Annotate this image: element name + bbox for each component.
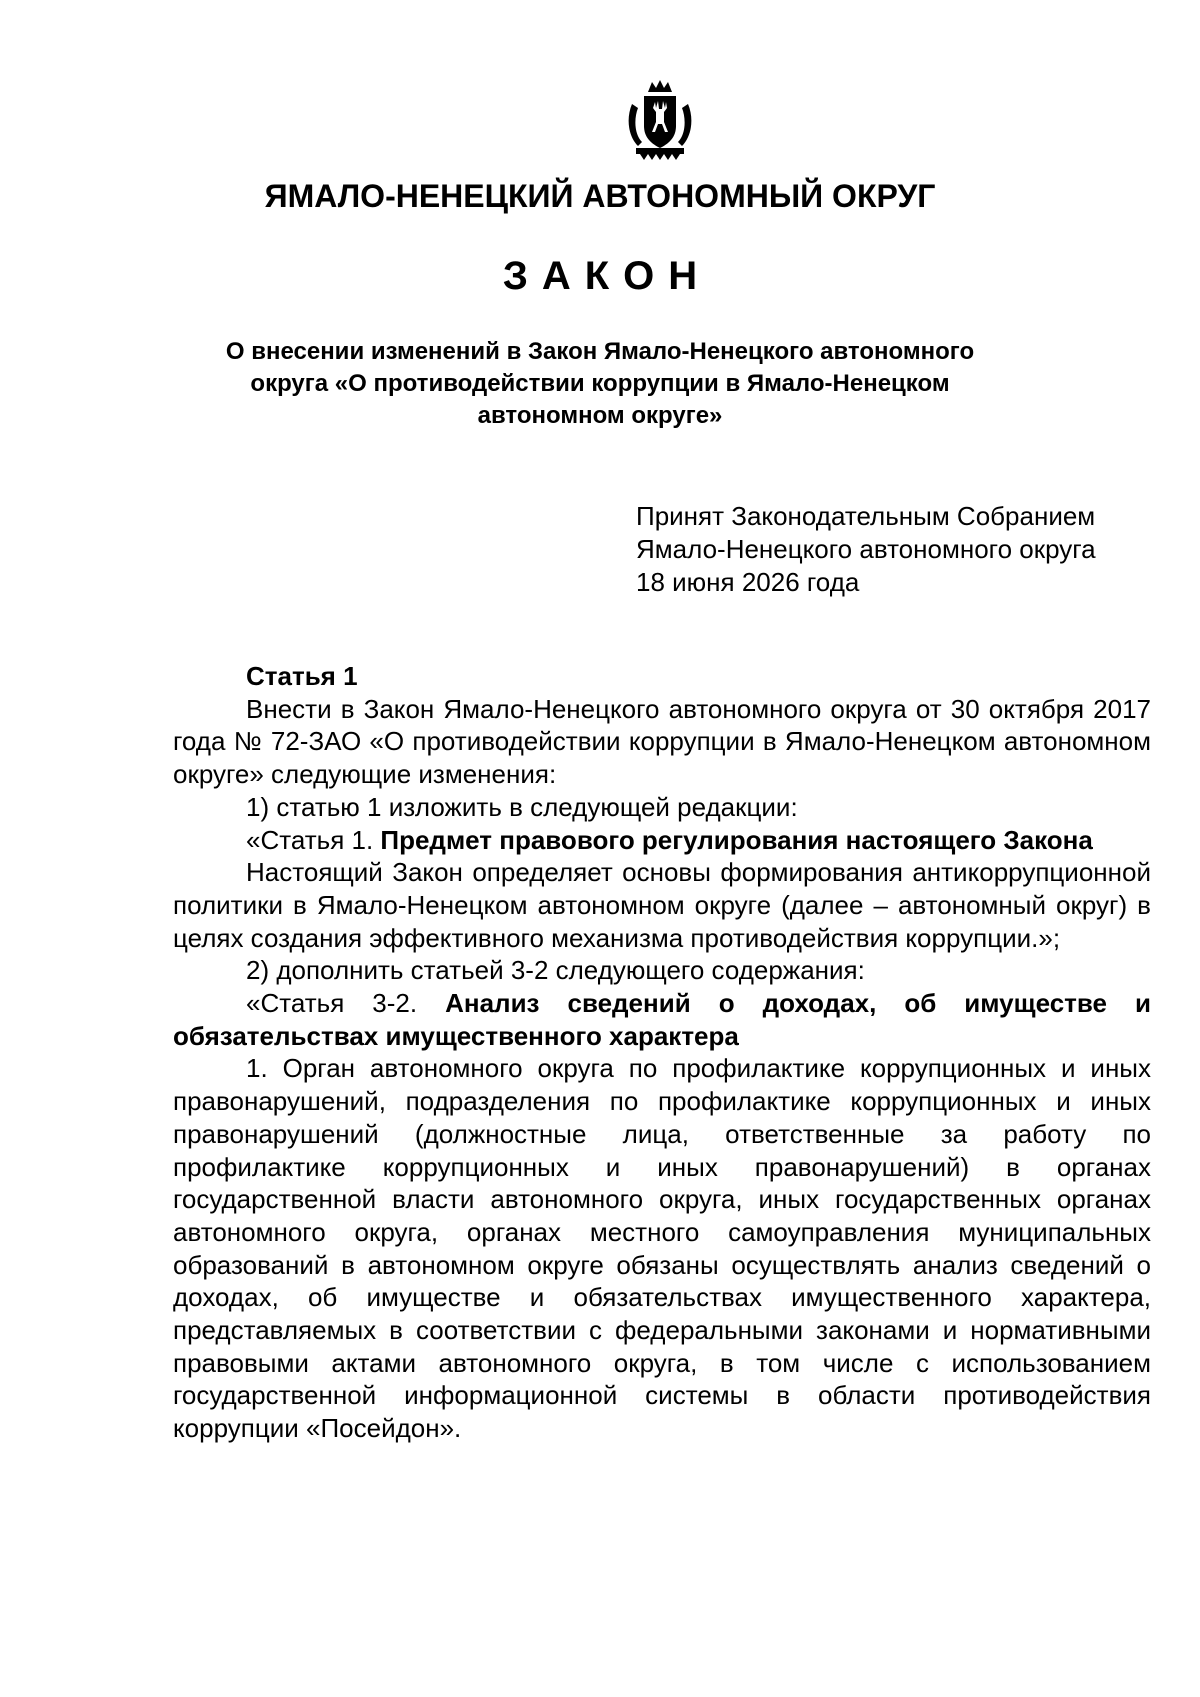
amendment-item-2: 2) дополнить статьей 3-2 следующего содержания: <box>246 955 865 986</box>
article-1-title: Предмет правового регулирования настоящего Закона <box>380 824 1093 855</box>
adoption-note <box>636 500 1156 599</box>
adoption-line-1: Принят Законодательным Собранием <box>636 501 1096 531</box>
adoption-date: 18 июня 2026 года <box>636 567 860 597</box>
article-3-2-prefix: «Статья 3-2. <box>246 988 446 1019</box>
region-name: ЯМАЛО-НЕНЕЦКИЙ АВТОНОМНЫЙ ОКРУГ <box>264 178 936 214</box>
amendment-intro: Внести в Закон Ямало-Ненецкого автономного округа от 30 октября 2017 года № 72-ЗАО «О противодействии коррупции в Ямало-Ненецком автономном округе» следующие изменения: <box>173 693 1151 790</box>
document-type: ЗАКОН <box>502 254 712 298</box>
article-3-2-heading <box>173 987 1151 1052</box>
amendment-item-1: 1) статью 1 изложить в следующей редакции: <box>246 791 798 822</box>
document-body <box>173 660 1151 1445</box>
article-1-heading <box>173 824 1151 857</box>
article-1-text: Настоящий Закон определяет основы формирования антикоррупционной политики в Ямало-Ненецком автономном округе (далее – автономный округ) в целях создания эффективного механизма противодействия коррупции.»; <box>173 857 1151 953</box>
adoption-line-2: Ямало-Ненецкого автономного округа <box>636 534 1096 564</box>
law-title: О внесении изменений в Закон Ямало-Ненецкого автономного округа «О противодействии коррупции в Ямало-Ненецком автономном округе» <box>225 338 975 429</box>
article-3-2-paragraph-1: 1. Орган автономного округа по профилактике коррупционных и иных правонарушений, подразделения по профилактике коррупционных и иных правонарушений (должностные лица, ответственные за работу по профилактике коррупционных и иных правонарушений) в органах государственной власти автономного округа, иных государственных органах автономного округа, органах местного самоуправления муниципальных образований в автономном округе обязаны осуществлять анализ сведений о доходах, об имуществе и обязательствах имущественного характера, представляемых в соответствии с федеральными законами и нормативными правовыми актами автономного округа, в том числе с использованием государственной информационной системы в области противодействия коррупции «Посейдон». <box>173 1053 1151 1444</box>
article-3-2-title: Анализ сведений о доходах, об имуществе и обязательствах имущественного характера <box>173 988 1151 1051</box>
article-1-prefix: «Статья 1. <box>246 824 381 855</box>
article-heading: Статья 1 <box>246 661 358 691</box>
coat-of-arms-icon <box>622 78 698 162</box>
